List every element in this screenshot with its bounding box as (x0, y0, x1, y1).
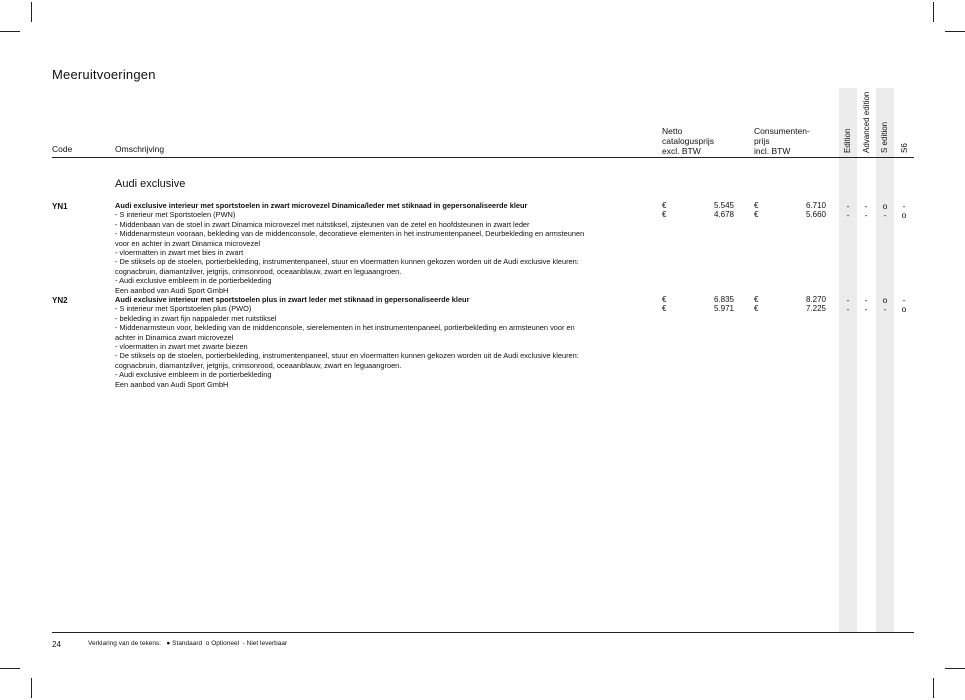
netto-price: 5.545 (713, 201, 734, 210)
column-header-code: Code (52, 144, 73, 154)
consumer-currency: € (754, 201, 759, 210)
variant-column-stripe (839, 88, 857, 632)
column-header-consumer-line: incl. BTW (754, 146, 791, 156)
option-detail-line: - Middenarmsteun vooraan, bekleding van de middenconsole, decoratieve elementen in het instrumentenpaneel, Deurbekleding en armsteunen (115, 229, 585, 239)
column-header-consumer-line: prijs (754, 136, 770, 146)
consumer-price: 8.270 (805, 295, 826, 304)
column-header-s6: S6 (900, 143, 909, 153)
option-detail-line: achter in Dinamica zwart microvezel (115, 332, 234, 342)
option-detail-line: - S interieur met Sportstoelen (PWN) (115, 210, 236, 220)
legend-label: Verklaring van de tekens: (88, 640, 161, 647)
option-detail-line: - vloermatten in zwart met bies in zwart (115, 248, 244, 258)
option-description (115, 295, 635, 389)
option-detail-line: - Middenarmsteun voor, bekleding van de middenconsole, sierelementen in het instrumentenpaneel, portierbekleding en armsteunen voor en (115, 323, 575, 333)
crop-mark (933, 678, 934, 698)
page-number: 24 (52, 640, 61, 649)
standard-label: Standaard (172, 640, 203, 647)
availability-mark: o (882, 201, 888, 211)
option-detail-line: - bekleding in zwart fijn nappaleder met ruitstiksel (115, 313, 277, 323)
availability-mark: - (883, 210, 887, 221)
netto-currency: € (662, 201, 667, 210)
availability-mark: - (864, 201, 868, 211)
column-header-description: Omschrijving (115, 144, 165, 154)
netto-price: 5.971 (713, 304, 734, 314)
consumer-price: 7.225 (805, 304, 826, 314)
crop-mark (0, 31, 20, 32)
option-detail-line: - S interieur met Sportstoelen plus (PWO) (115, 304, 252, 314)
option-detail-line: - De stiksels op de stoelen, portierbekleding, instrumentenpaneel, stuur en vloermatten kunnen gekozen worden uit de Audi exclusive kleuren: (115, 351, 579, 361)
availability-mark: o (882, 295, 888, 305)
option-detail-line: Een aanbod van Audi Sport GmbH (115, 379, 229, 389)
column-header-netto-line: catalogusprijs (662, 136, 714, 146)
option-detail-line: cognacbruin, diamantzilver, jetgrijs, crimsonrood, oceaanblauw, zwart en leguaangroen. (115, 266, 402, 276)
consumer-price: 5.660 (805, 210, 826, 220)
header-divider (52, 157, 914, 158)
availability-mark: o (901, 210, 907, 221)
netto-price: 4.678 (713, 210, 734, 220)
optional-label: Optioneel (211, 640, 240, 647)
column-header-netto (662, 126, 714, 156)
crop-mark (945, 31, 965, 32)
crop-mark (31, 2, 32, 22)
option-heading: Audi exclusive interieur met sportstoelen plus in zwart leder met stiknaad in gepersonaliseerde kleur (115, 295, 470, 304)
crop-mark (933, 2, 934, 22)
crop-mark (945, 668, 965, 669)
option-detail-line: voor en achter in zwart Dinamica microvezel (115, 238, 260, 248)
column-header-edition: Edition (843, 128, 852, 153)
variant-column-stripe (876, 88, 894, 632)
netto-currency: € (662, 295, 667, 304)
availability-mark: - (883, 304, 887, 315)
availability-mark: - (864, 304, 868, 315)
column-header-netto-line: excl. BTW (662, 146, 701, 156)
availability-mark: - (864, 210, 868, 221)
not-available-symbol: - (242, 640, 245, 647)
availability-mark: - (846, 295, 850, 305)
option-code: YN2 (52, 295, 68, 305)
option-detail-line: cognacbruin, diamantzilver, jetgrijs, crimsonrood, oceaanblauw, zwart en leguaangroen. (115, 360, 402, 370)
option-code: YN1 (52, 201, 68, 211)
not-available-label: Niet leverbaar (246, 640, 288, 647)
footer-divider (52, 632, 914, 633)
column-header-s-edition: S edition (880, 121, 889, 153)
netto-currency: € (662, 304, 667, 314)
option-detail-line: - Audi exclusive embleem in de portierbekleding (115, 370, 272, 380)
consumer-price: 6.710 (805, 201, 826, 210)
section-title: Audi exclusive (115, 178, 186, 190)
crop-mark (0, 668, 20, 669)
consumer-currency: € (754, 295, 759, 304)
netto-price: 6.835 (713, 295, 734, 304)
option-detail-line: - De stiksels op de stoelen, portierbekleding, instrumentenpaneel, stuur en vloermatten kunnen gekozen worden uit de Audi exclusive kleuren: (115, 257, 579, 267)
legend (88, 640, 287, 647)
column-header-consumer-line: Consumenten- (754, 126, 810, 136)
option-detail-line: - vloermatten in zwart met zwarte biezen (115, 342, 248, 352)
option-heading: Audi exclusive interieur met sportstoelen in zwart microvezel Dinamica/leder met stiknaad in gepersonaliseerde kleur (115, 201, 528, 210)
optional-symbol: o (205, 640, 210, 647)
availability-mark: - (864, 295, 868, 305)
availability-mark: - (846, 304, 850, 315)
option-description (115, 201, 635, 295)
option-detail-line: - Audi exclusive embleem in de portierbekleding (115, 276, 272, 286)
consumer-currency: € (754, 304, 759, 314)
consumer-currency: € (754, 210, 759, 220)
availability-mark: o (901, 304, 907, 315)
availability-mark: - (846, 201, 850, 211)
crop-mark (31, 678, 32, 698)
column-header-netto-line: Netto (662, 126, 683, 136)
availability-mark: - (846, 210, 850, 221)
column-header-advanced-edition: Advanced edition (862, 91, 871, 153)
availability-mark: - (902, 295, 906, 305)
option-detail-line: Een aanbod van Audi Sport GmbH (115, 285, 229, 295)
netto-currency: € (662, 210, 667, 220)
option-detail-line: - Middenbaan van de stoel in zwart Dinamica microvezel met ruitstiksel, zijsteunen van de zetel en hoofdsteunen in zwart leder (115, 219, 530, 229)
availability-mark: - (902, 201, 906, 211)
standard-symbol: ● (166, 640, 171, 647)
column-header-consumer (754, 126, 810, 156)
page-title: Meeruitvoeringen (52, 67, 156, 82)
